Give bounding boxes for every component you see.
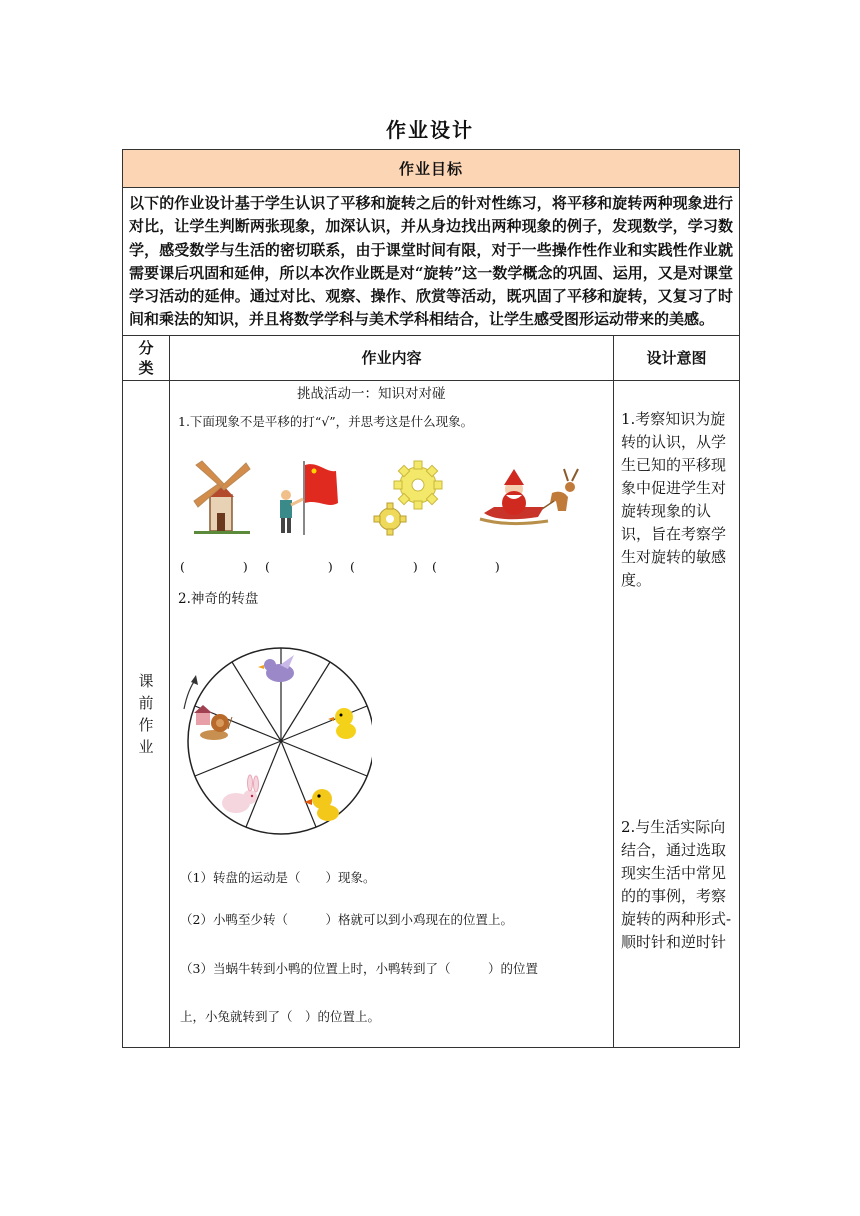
goal-text: 以下的作业设计基于学生认识了平移和旋转之后的针对性练习，将平移和旋转两种现象进行对比，让学生判断两张现象，加深认识，并从身边找出两种现象的例子，发现数学，学习数学，感受数学与生活的密切联系，由于课堂时间有限，对于一些操作性作业和实践性作业就需要课后巩固和延伸，所以本次作业既是对“旋转”这一数学概念的巩固、运用，又是对课堂学习活动的延伸。通过对比、观察、操作、欣赏等活动，既巩固了平移和旋转，又复习了时间和乘法的知识，并且将数学学科与美术学科相结合，让学生感受图形运动带来的美感。 bbox=[123, 188, 740, 336]
intent-cell bbox=[614, 380, 740, 1047]
question-2-3b: 上，小兔就转到了（ ）的位置上。 bbox=[180, 1008, 381, 1024]
windmill-icon bbox=[188, 457, 252, 537]
gears-icon bbox=[370, 457, 452, 539]
spinner-wheel bbox=[176, 639, 372, 839]
category-char: 前 bbox=[138, 693, 154, 712]
category-char: 业 bbox=[138, 737, 154, 756]
category-header-char-1: 分 bbox=[138, 338, 154, 357]
blank-3[interactable]: ( ) bbox=[350, 558, 418, 574]
blank-2[interactable]: ( ) bbox=[265, 558, 333, 574]
category-header bbox=[123, 335, 170, 380]
content-header: 作业内容 bbox=[170, 335, 614, 380]
santa-sleigh-icon bbox=[478, 463, 582, 529]
blank-4[interactable]: ( ) bbox=[432, 558, 500, 574]
intent-point-1: 1.考察知识为旋转的认识，从学生已知的平移现象中促进学生对旋转现象的认识，旨在考察学生对旋转的敏感度。 bbox=[621, 409, 727, 589]
activity-title: 挑战活动一：知识对对碰 bbox=[297, 385, 446, 402]
blank-1[interactable]: ( ) bbox=[180, 558, 248, 574]
content-cell bbox=[170, 380, 614, 1047]
intent-point-2: 2.与生活实际向结合，通过选取现实生活中常见的的事例，考察旋转的两种形式-顺时针和逆时针 bbox=[621, 817, 732, 951]
intent-header: 设计意图 bbox=[614, 335, 740, 380]
category-cell bbox=[123, 380, 170, 1047]
question-1: 1.下面现象不是平移的打“√”，并思考这是什么现象。 bbox=[178, 413, 474, 429]
rotation-arrow-icon bbox=[184, 679, 196, 709]
category-char: 课 bbox=[138, 671, 154, 690]
question-2-3a: （3）当蜗牛转到小鸭的位置上时，小鸭转到了（ ）的位置 bbox=[180, 960, 538, 976]
category-char: 作 bbox=[138, 715, 154, 734]
question-2: 2.神奇的转盘 bbox=[178, 590, 259, 607]
category-header-char-2: 类 bbox=[138, 358, 154, 377]
goal-header: 作业目标 bbox=[123, 150, 740, 188]
question-2-2: （2）小鸭至少转（ ）格就可以到小鸡现在的位置上。 bbox=[180, 911, 513, 927]
question-2-1: （1）转盘的运动是（ ）现象。 bbox=[180, 869, 376, 885]
page-title: 作业设计 bbox=[386, 118, 474, 142]
assignment-table bbox=[122, 149, 740, 1048]
flag-raising-icon bbox=[268, 459, 344, 537]
